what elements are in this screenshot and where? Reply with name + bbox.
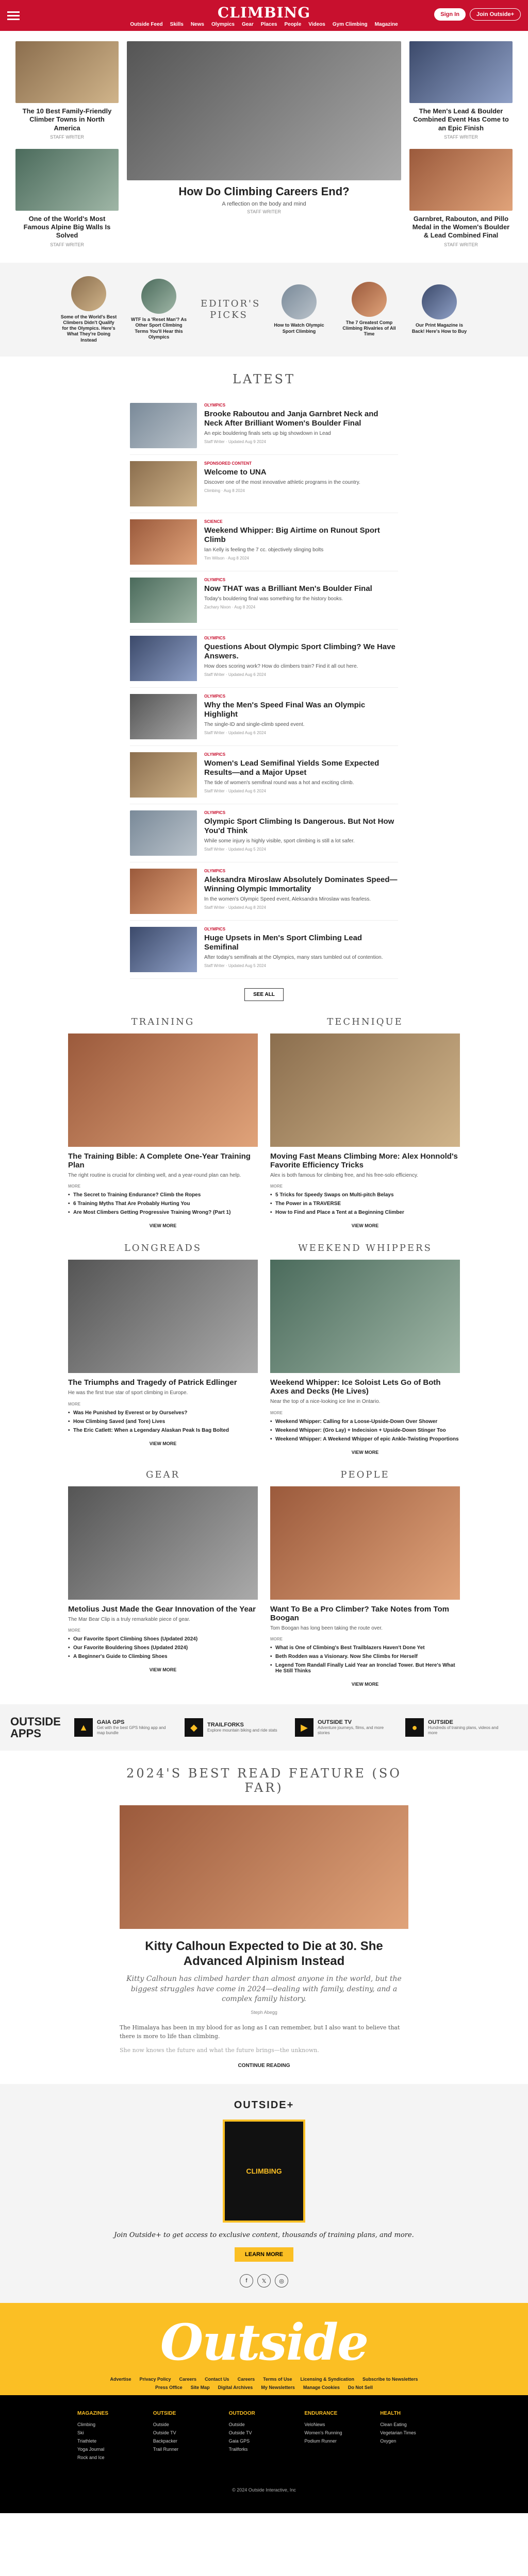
- hero-image[interactable]: [409, 41, 513, 103]
- top-nav: [0, 0, 528, 31]
- footer-link[interactable]: Careers: [179, 2377, 197, 2382]
- footer-link[interactable]: Site Map: [190, 2385, 210, 2391]
- learn-more-button[interactable]: LEARN MORE: [235, 2247, 293, 2262]
- list-item[interactable]: SPONSORED CONTENT Welcome to UNA Discover one of the most innovative athletic programs in the country. Climbing · Aug 8 2024: [130, 455, 398, 513]
- editors-picks-title: EDITOR'S PICKS: [201, 298, 261, 320]
- footer-link[interactable]: Terms of Use: [263, 2377, 292, 2382]
- section-title[interactable]: Moving Fast Means Climbing More: Alex Honnold's Favorite Efficiency Tricks: [270, 1151, 458, 1170]
- app-gaia[interactable]: ▲ GAIA GPS Get with the best GPS hiking app and map bundle: [74, 1718, 172, 1737]
- hero-card-title[interactable]: One of the World's Most Famous Alpine Big Walls Is Solved: [23, 214, 111, 240]
- subnav-link[interactable]: Outside Feed: [130, 22, 163, 27]
- hero-image[interactable]: [409, 149, 513, 211]
- join-button[interactable]: Join Outside+: [470, 8, 521, 21]
- footer-link[interactable]: My Newsletters: [261, 2385, 295, 2391]
- section-link[interactable]: • How Climbing Saved (and Tore) Lives: [68, 1417, 258, 1426]
- list-item[interactable]: SCIENCE Weekend Whipper: Big Airtime on Runout Sport Climb Ian Kelly is feeling the 7 cc. objectively slinging bolts Tim Wilson · Aug 8 2024: [130, 513, 398, 571]
- subnav-link[interactable]: Skills: [170, 22, 184, 27]
- site-logo[interactable]: CLIMBING: [217, 4, 311, 21]
- section-link[interactable]: • 5 Tricks for Speedy Swaps on Multi-pitch Belays: [270, 1191, 460, 1199]
- outside-icon: ●: [405, 1718, 424, 1737]
- hero: [0, 31, 528, 258]
- section-weekend-whippers: WEEKEND WHIPPERS Weekend Whipper: Ice Soloist Lets Go of Both Axes and Decks (He Lives) Near the top of a nice-looking ice line in Ontario. MORE • Weekend Whipper: Calling for a Loose-Upside-Down Over Shower • Weekend Whipper: (Gro Lay) + Indecision + Upside-Down Stinger Too • Weekend Whipper: A Weekend Whipper of epic Ankle-Twisting Proportions VIEW MORE: [270, 1243, 460, 1457]
- hero-card-author: STAFF WRITER: [444, 134, 478, 140]
- section-title[interactable]: Weekend Whipper: Ice Soloist Lets Go of Both Axes and Decks (He Lives): [270, 1378, 441, 1396]
- section-link[interactable]: • How to Find and Place a Tent at a Beginning Climber: [270, 1208, 460, 1217]
- x-icon[interactable]: 𝕏: [257, 2274, 271, 2287]
- subnav-link[interactable]: People: [284, 22, 302, 27]
- outside-plus-pitch: Join Outside+ to get access to exclusive content, thousands of training plans, and more.: [114, 2231, 414, 2239]
- editors-pick-item[interactable]: WTF Is a 'Reset Man'? As Other Sport Climbing Terms You'll Hear this Olympics: [130, 279, 187, 340]
- section-link[interactable]: • A Beginner's Guide to Climbing Shoes: [68, 1652, 258, 1661]
- section-link[interactable]: • Weekend Whipper: (Gro Lay) + Indecision + Upside-Down Stinger Too: [270, 1426, 460, 1435]
- footer-brand[interactable]: Outside: [160, 2313, 368, 2372]
- footer-link[interactable]: Do Not Sell: [348, 2385, 373, 2391]
- section-image[interactable]: [270, 1033, 460, 1147]
- section-link[interactable]: • 6 Training Myths That Are Probably Hurting You: [68, 1199, 258, 1208]
- subnav-link[interactable]: Videos: [308, 22, 325, 27]
- subnav-link[interactable]: Gym Climbing: [332, 22, 368, 27]
- list-item[interactable]: OLYMPICS Huge Upsets in Men's Sport Climbing Lead Semifinal After today's semifinals at the Olympics, many stars tumbled out of contention. Staff Writer · Updated Aug 5 2024: [130, 921, 398, 979]
- editors-pick-item[interactable]: Our Print Magazine is Back! Here's How to Buy: [411, 284, 468, 334]
- hero-card-author: STAFF WRITER: [50, 134, 84, 140]
- list-item[interactable]: OLYMPICS Women's Lead Semifinal Yields Some Expected Results—and a Major Upset The tide of women's semifinal round was a hot and exciting climb. Staff Writer · Updated Aug 6 2024: [130, 746, 398, 804]
- section-link[interactable]: • Our Favorite Bouldering Shoes (Updated 2024): [68, 1643, 258, 1652]
- section-image[interactable]: [68, 1486, 258, 1600]
- section-title[interactable]: The Triumphs and Tragedy of Patrick Edlinger: [68, 1378, 237, 1387]
- list-item[interactable]: OLYMPICS Brooke Raboutou and Janja Garnbret Neck and Neck After Brilliant Women's Boulder Final An epic bouldering finals sets up big showdown in Lead Staff Writer · Updated Aug 9 2024: [130, 397, 398, 455]
- view-more-link[interactable]: VIEW MORE: [351, 1223, 379, 1229]
- latest-heading: LATEST: [233, 371, 295, 386]
- footer-link[interactable]: Subscribe to Newsletters: [362, 2377, 418, 2382]
- hero-main-title[interactable]: How Do Climbing Careers End?: [178, 185, 350, 198]
- outside-plus-heading: OUTSIDE+: [234, 2099, 294, 2111]
- hero-main-author: STAFF WRITER: [247, 209, 281, 214]
- sign-in-button[interactable]: Sign In: [434, 8, 466, 21]
- footer-link[interactable]: Careers: [237, 2377, 255, 2382]
- section-link[interactable]: • Our Favorite Sport Climbing Shoes (Updated 2024): [68, 1635, 258, 1643]
- section-image[interactable]: [68, 1033, 258, 1147]
- footer-link[interactable]: Contact Us: [205, 2377, 229, 2382]
- hero-card-title[interactable]: Garnbret, Rabouton, and Pillo Medal in the Women's Boulder & Lead Combined Final: [412, 214, 510, 240]
- hero-image[interactable]: [15, 149, 119, 211]
- list-item[interactable]: OLYMPICS Olympic Sport Climbing Is Dangerous. But Not How You'd Think While some injury is highly visible, sport climbing is still a lot safer. Staff Writer · Updated Aug 5 2024: [130, 804, 398, 862]
- trailforks-icon: ◆: [185, 1718, 203, 1737]
- gaia-icon: ▲: [74, 1718, 93, 1737]
- hero-image[interactable]: [15, 41, 119, 103]
- see-all-button[interactable]: SEE ALL: [244, 988, 284, 1001]
- app-trailforks[interactable]: ◆ TRAILFORKS Explore mountain biking and ride stats: [185, 1718, 283, 1737]
- list-item[interactable]: OLYMPICS Why the Men's Speed Final Was an Olympic Highlight The single-ID and single-climb speed event. Staff Writer · Updated Aug 6 2024: [130, 688, 398, 746]
- view-more-link[interactable]: VIEW MORE: [149, 1440, 177, 1446]
- outside-plus-promo: [0, 2084, 528, 2303]
- magazine-cover: CLIMBING: [223, 2120, 305, 2223]
- app-outside-tv[interactable]: ▶ OUTSIDE TV Adventure journeys, films, and more stories: [295, 1718, 393, 1737]
- sub-nav: [0, 22, 528, 27]
- list-item[interactable]: OLYMPICS Now THAT was a Brilliant Men's Boulder Final Today's bouldering final was something for the history books. Zachary Nixon · Aug 8 2024: [130, 571, 398, 630]
- section-link[interactable]: • The Eric Catlett: When a Legendary Alaskan Peak Is Bag Bolted: [68, 1426, 258, 1435]
- hero-main-dek: A reflection on the body and mind: [222, 200, 306, 207]
- section-title[interactable]: Want To Be a Pro Climber? Take Notes from Tom Boogan: [270, 1604, 449, 1622]
- best-read-author: Steph Abegg: [251, 2009, 277, 2015]
- section-link[interactable]: • What is One of Climbing's Best Trailblazers Haven't Done Yet: [270, 1643, 460, 1652]
- footer-link[interactable]: Licensing & Syndication: [300, 2377, 354, 2382]
- footer-link[interactable]: Digital Archives: [218, 2385, 253, 2391]
- section-link[interactable]: • Beth Rodden was a Visionary. Now She Climbs for Herself: [270, 1652, 460, 1661]
- section-technique: TECHNIQUE Moving Fast Means Climbing More: Alex Honnold's Favorite Efficiency Tricks Alex is both famous for climbing free, and his free-solo efficiency. MORE • 5 Tricks for Speedy Swaps on Multi-pitch Belays • The Power in a TRAVERSE • How to Find and Place a Tent at a Beginning Climber VIEW MORE: [270, 1016, 460, 1231]
- section-link[interactable]: • Legend Tom Randall Finally Laid Year an Ironclad Tower. But Here's What He Still Thinks: [270, 1661, 460, 1675]
- section-image[interactable]: [270, 1486, 460, 1600]
- outside-apps: [0, 1704, 528, 1751]
- hero-card-author: STAFF WRITER: [50, 242, 84, 247]
- latest-list: [130, 397, 398, 1001]
- hero-card-title[interactable]: The 10 Best Family-Friendly Climber Towns in North America: [22, 107, 112, 132]
- footer-link[interactable]: Press Office: [155, 2385, 183, 2391]
- section-people: PEOPLE Want To Be a Pro Climber? Take Notes from Tom Boogan Tom Boogan has long been taking the route over. MORE • What is One of Climbing's Best Trailblazers Haven't Done Yet • Beth Rodden was a Visionary. Now She Climbs for Herself • Legend Tom Randall Finally Laid Year an Ironclad Tower. But Here's What He Still Thinks VIEW MORE: [270, 1469, 460, 1689]
- best-read-body: The Himalaya has been in my blood for as long as I can remember, but I also want to believe that there is more to life than climbing. She now knows the future and what the future brings—the unknown.: [120, 2024, 400, 2054]
- continue-reading-link[interactable]: CONTINUE READING: [238, 2062, 290, 2069]
- section-image[interactable]: [270, 1260, 460, 1373]
- section-gear: GEAR Metolius Just Made the Gear Innovation of the Year The Mar Bear Clip is a truly remarkable piece of gear. MORE • Our Favorite Sport Climbing Shoes (Updated 2024) • Our Favorite Bouldering Shoes (Updated 2024) • A Beginner's Guide to Climbing Shoes VIEW MORE: [68, 1469, 258, 1689]
- best-read-title[interactable]: Kitty Calhoun Expected to Die at 30. She Advanced Alpinism Instead: [145, 1939, 383, 1969]
- best-read-image[interactable]: [120, 1805, 408, 1929]
- list-item[interactable]: OLYMPICS Aleksandra Miroslaw Absolutely Dominates Speed—Winning Olympic Immortality In the women's Olympic Speed event, Aleksandra Miroslaw was fearless. Staff Writer · Updated Aug 8 2024: [130, 862, 398, 921]
- subnav-link[interactable]: Olympics: [211, 22, 235, 27]
- copyright: © 2024 Outside Interactive, Inc: [0, 2477, 528, 2513]
- subnav-link[interactable]: Gear: [241, 22, 254, 27]
- footer-link[interactable]: Manage Cookies: [303, 2385, 340, 2391]
- footer-links: [0, 2371, 528, 2395]
- view-more-link[interactable]: VIEW MORE: [149, 1667, 177, 1673]
- section-title[interactable]: The Training Bible: A Complete One-Year Training Plan: [68, 1151, 251, 1170]
- tv-icon: ▶: [295, 1718, 314, 1737]
- best-read-heading: 2024'S BEST READ FEATURE (SO FAR): [126, 1766, 402, 1795]
- hero-card-author: STAFF WRITER: [444, 242, 478, 247]
- hero-card-title[interactable]: The Men's Lead & Boulder Combined Event Has Come to an Epic Finish: [413, 107, 509, 132]
- section-title[interactable]: Metolius Just Made the Gear Innovation of the Year: [68, 1604, 256, 1614]
- hero-main-image[interactable]: [127, 41, 401, 180]
- view-more-link[interactable]: VIEW MORE: [351, 1682, 379, 1687]
- best-read-subtitle: Kitty Calhoun has climbed harder than almost anyone in the world, but the biggest struggles have come in 2024—dealing with family, destiny, and a complex family history.: [126, 1975, 402, 2004]
- footer: [0, 2303, 528, 2513]
- section-link[interactable]: • The Power in a TRAVERSE: [270, 1199, 460, 1208]
- facebook-icon[interactable]: f: [240, 2274, 253, 2287]
- section-link[interactable]: • Was He Punished by Everest or by Ourselves?: [68, 1409, 258, 1417]
- subnav-link[interactable]: Places: [260, 22, 277, 27]
- section-longreads: LONGREADS The Triumphs and Tragedy of Patrick Edlinger He was the first true star of sport climbing in Europe. MORE • Was He Punished by Everest or by Ourselves? • How Climbing Saved (and Tore) Lives • The Eric Catlett: When a Legendary Alaskan Peak Is Bag Bolted VIEW MORE: [68, 1243, 258, 1457]
- footer-link[interactable]: Advertise: [110, 2377, 131, 2382]
- section-link[interactable]: • The Secret to Training Endurance? Climb the Ropes: [68, 1191, 258, 1199]
- footer-columns: MAGAZINES Climbing Ski Triathlete Yoga Journal Rock and Ice OUTSIDE Outside Outside TV Backpacker Trail Runner OUTDOOR Outside Outside TV Gaia GPS Trailforks ENDURANCE VeloNews Women's Running Podium Runner HEALTH Clean Eating Vegetarian Times Oxygen: [0, 2395, 528, 2477]
- editors-pick-item[interactable]: The 7 Greatest Comp Climbing Rivalries of All Time: [341, 282, 398, 337]
- menu-icon[interactable]: [7, 9, 20, 22]
- view-more-link[interactable]: VIEW MORE: [351, 1449, 379, 1455]
- footer-link[interactable]: Privacy Policy: [139, 2377, 171, 2382]
- subnav-link[interactable]: Magazine: [374, 22, 398, 27]
- section-link[interactable]: • Weekend Whipper: A Weekend Whipper of epic Ankle-Twisting Proportions: [270, 1435, 460, 1444]
- section-training: TRAINING The Training Bible: A Complete One-Year Training Plan The right routine is crucial for climbing well, and a year-round plan can help. MORE • The Secret to Training Endurance? Climb the Ropes • 6 Training Myths That Are Probably Hurting You • Are Most Climbers Getting Progressive Training Wrong? (Part 1) VIEW MORE: [68, 1016, 258, 1231]
- subnav-link[interactable]: News: [190, 22, 204, 27]
- editors-picks: [0, 263, 528, 357]
- editors-pick-item[interactable]: Some of the World's Best Climbers Didn't Qualify for the Olympics. Here's What They're Doing Instead: [60, 276, 117, 343]
- section-link[interactable]: • Weekend Whipper: Calling for a Loose-Upside-Down Over Shower: [270, 1417, 460, 1426]
- section-grid-1: [68, 1016, 460, 1689]
- best-read: [120, 1766, 408, 2069]
- list-item[interactable]: OLYMPICS Questions About Olympic Sport Climbing? We Have Answers. How does scoring work? How do climbers train? Find it all out here. Staff Writer · Updated Aug 6 2024: [130, 630, 398, 688]
- section-image[interactable]: [68, 1260, 258, 1373]
- view-more-link[interactable]: VIEW MORE: [149, 1223, 177, 1229]
- section-link[interactable]: • Are Most Climbers Getting Progressive Training Wrong? (Part 1): [68, 1208, 258, 1217]
- instagram-icon[interactable]: ◎: [275, 2274, 288, 2287]
- editors-pick-item[interactable]: How to Watch Olympic Sport Climbing: [271, 284, 327, 334]
- outside-apps-title: OUTSIDE APPS: [10, 1715, 61, 1740]
- app-outside[interactable]: ● OUTSIDE Hundreds of training plans, videos and more: [405, 1718, 503, 1737]
